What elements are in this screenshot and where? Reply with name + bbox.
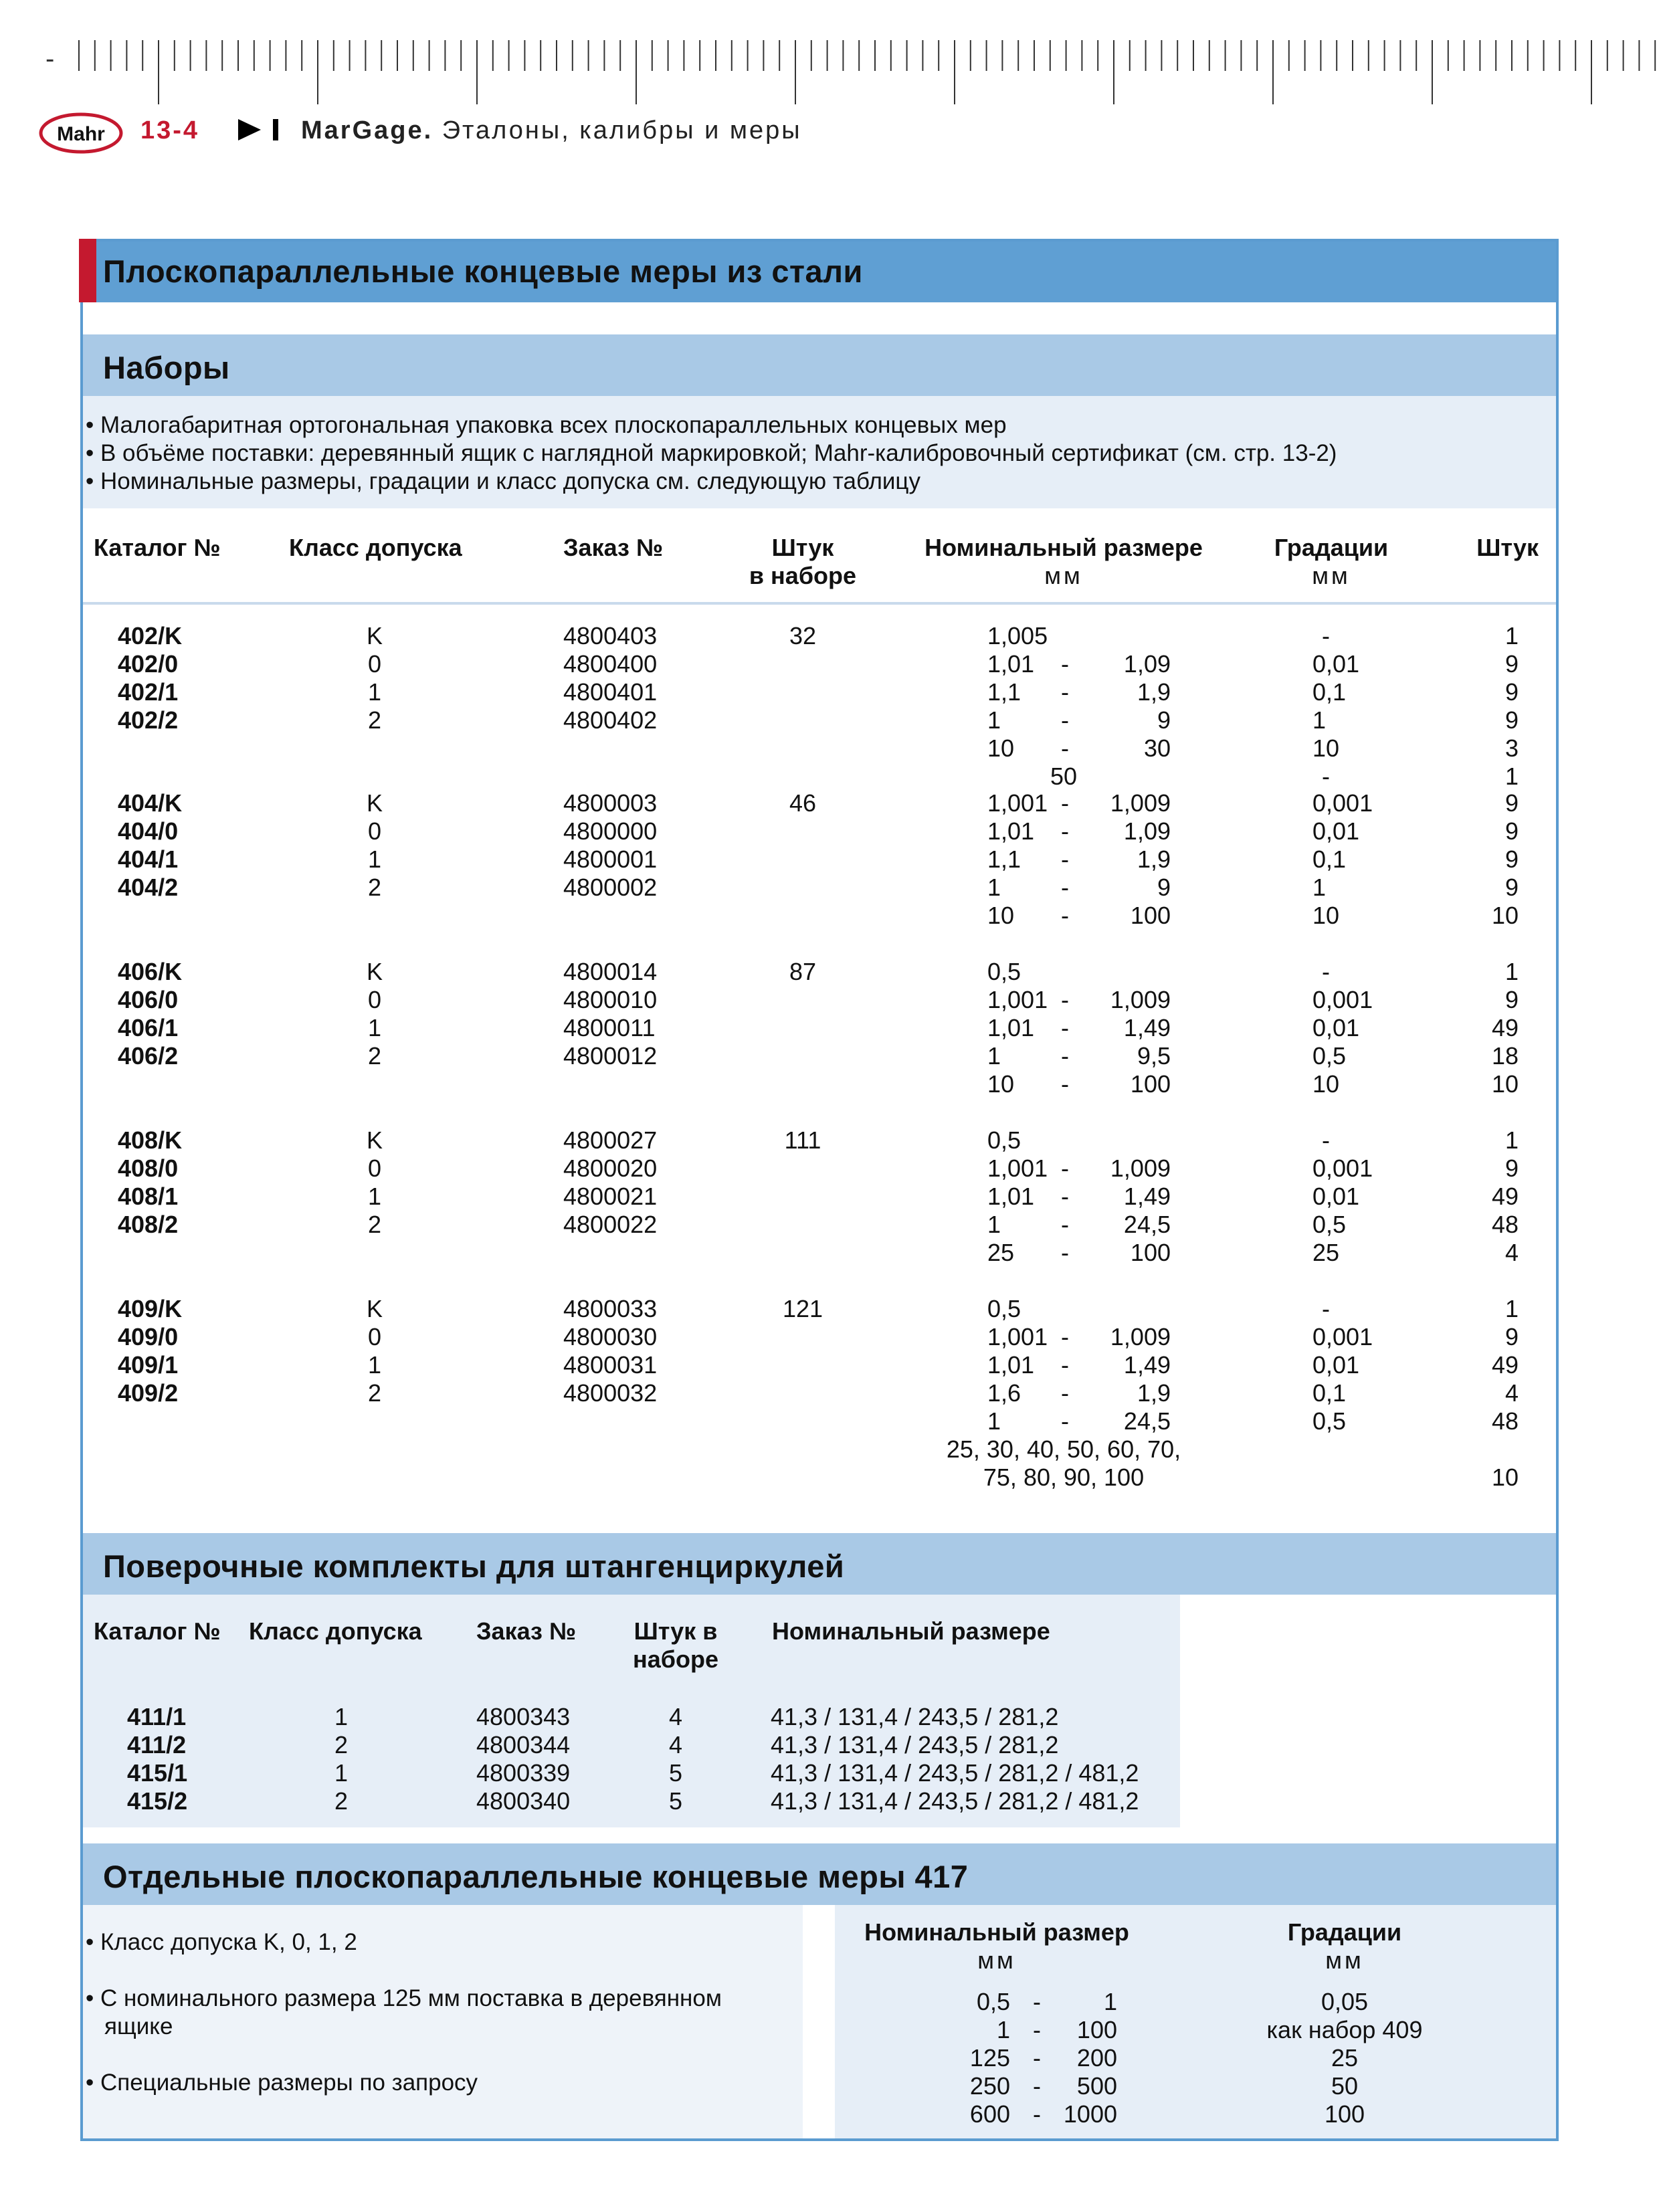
nominal-dash: - <box>1061 902 1069 929</box>
nominal-from: 1 <box>987 1211 1001 1238</box>
nominal-from: 125 <box>969 2044 1010 2072</box>
nominal-to: 1000 <box>1063 2100 1117 2128</box>
s2-col-catalog: Каталог № <box>94 1617 221 1645</box>
pieces: 9 <box>1504 678 1519 706</box>
pieces: 48 <box>1491 1407 1519 1435</box>
nominal-from: 600 <box>969 2100 1010 2128</box>
s2-col-class: Класс допуска <box>249 1617 422 1645</box>
nominal-to: 1,9 <box>1137 678 1171 706</box>
nominal-dash: - <box>1061 1407 1069 1435</box>
nominal-to: 1,009 <box>1110 1154 1171 1182</box>
tolerance-class: 2 <box>367 1211 382 1238</box>
gradation: 0,5 <box>1312 1211 1347 1238</box>
tolerance-class: 2 <box>367 706 382 734</box>
nominal-from: 25 <box>987 1239 1015 1266</box>
pieces: 9 <box>1504 874 1519 901</box>
nominal-from: 1,01 <box>987 1183 1035 1210</box>
nominal-to: 100 <box>1130 1239 1171 1266</box>
header-dash: - <box>45 44 55 74</box>
s2-col-qty: Штук в <box>633 1617 718 1645</box>
play-arrow-icon <box>238 119 261 140</box>
qty-in-set: 32 <box>789 622 817 649</box>
nominal-to: 9 <box>1157 706 1171 734</box>
qty-in-set: 4 <box>668 1731 683 1758</box>
pieces: 9 <box>1504 789 1519 817</box>
nominal-from: 0,5 <box>987 1295 1021 1322</box>
qty-in-set: 4 <box>668 1703 683 1730</box>
pieces: 4 <box>1504 1379 1519 1407</box>
gradation: 50 <box>1331 2072 1359 2100</box>
nominal-from: 1,01 <box>987 1014 1035 1041</box>
tolerance-class: K <box>366 1126 383 1154</box>
nominal-to: 9,5 <box>1137 1042 1171 1070</box>
order-number: 4800339 <box>476 1759 571 1787</box>
catalog-number: 404/K <box>118 789 183 817</box>
col-grad-unit: мм <box>1312 562 1351 589</box>
qty-in-set: 121 <box>782 1295 823 1322</box>
nominal-dash: - <box>1061 706 1069 734</box>
pieces: 9 <box>1504 1154 1519 1182</box>
catalog-number: 408/2 <box>118 1211 179 1238</box>
catalog-number: 406/1 <box>118 1014 179 1041</box>
bullet-2: • В объёме поставки: деревянный ящик с наглядной маркировкой; Mahr-калибровочный сертификат (см. стр. 13-2) <box>86 440 1337 466</box>
s3-col-nominal-unit: мм <box>977 1946 1016 1974</box>
col-catalog: Каталог № <box>94 534 221 561</box>
nominal-dash: - <box>1061 1183 1069 1210</box>
nominal-from: 1,1 <box>987 845 1021 873</box>
catalog-number: 406/K <box>118 958 183 985</box>
page-ruler <box>0 27 1659 107</box>
pieces: 9 <box>1504 650 1519 678</box>
gradation: 0,001 <box>1312 986 1373 1013</box>
gradation: 0,001 <box>1312 1154 1373 1182</box>
tolerance-class: 2 <box>367 1379 382 1407</box>
gradation: - <box>1322 622 1330 649</box>
gradation: - <box>1322 1126 1330 1154</box>
col-nominal: Номинальный размере <box>924 534 1203 561</box>
brand-name: MarGage. <box>301 116 433 144</box>
col-order: Заказ № <box>563 534 664 561</box>
s2-col-order: Заказ № <box>476 1617 577 1645</box>
nominal-to: 200 <box>1076 2044 1117 2072</box>
catalog-number: 415/2 <box>127 1787 188 1815</box>
sets-title-bar <box>83 334 1556 396</box>
gradation: - <box>1322 1295 1330 1322</box>
pieces: 49 <box>1491 1351 1519 1379</box>
tolerance-class: 1 <box>367 1014 382 1041</box>
nominal-from: 1,001 <box>987 986 1048 1013</box>
nominal-to: 9 <box>1157 874 1171 901</box>
nominal-dash: - <box>1061 1154 1069 1182</box>
nominal-from: 1 <box>987 706 1001 734</box>
nominal-from: 1 <box>987 1407 1001 1435</box>
nominal-dash: - <box>1061 874 1069 901</box>
order-number: 4800022 <box>563 1211 658 1238</box>
pieces: 10 <box>1491 1464 1519 1491</box>
nominal-to: 1,09 <box>1123 650 1171 678</box>
section1-title: Плоскопараллельные концевые меры из стали <box>103 254 863 289</box>
s3-col-nominal: Номинальный размер <box>864 1918 1129 1946</box>
s2-col-nominal: Номинальный размере <box>772 1617 1050 1645</box>
pieces: 1 <box>1504 958 1519 985</box>
catalog-number: 409/0 <box>118 1323 179 1350</box>
nominal-dash: - <box>1061 1070 1069 1098</box>
gradation: 1 <box>1312 874 1327 901</box>
gradation: 0,05 <box>1321 1988 1369 2015</box>
qty-in-set: 111 <box>784 1126 821 1154</box>
nominal-from: 1 <box>987 874 1001 901</box>
gradation: 25 <box>1331 2044 1359 2072</box>
catalog-number: 406/2 <box>118 1042 179 1070</box>
tolerance-class: 0 <box>367 1323 382 1350</box>
gradation: 0,5 <box>1312 1042 1347 1070</box>
nominal-dash: - <box>1061 1379 1069 1407</box>
s3-col-grad: Градации <box>1287 1918 1402 1946</box>
pieces: 3 <box>1504 734 1519 762</box>
page-number: 13-4 <box>140 116 200 144</box>
catalog-number: 402/0 <box>118 650 179 678</box>
nominal-dash: - <box>1033 2044 1041 2072</box>
order-number: 4800403 <box>563 622 658 649</box>
gradation: - <box>1322 763 1330 790</box>
nominal-size: 41,3 / 131,4 / 243,5 / 281,2 <box>771 1731 1059 1758</box>
nominal-to: 24,5 <box>1123 1211 1171 1238</box>
nominal-from: 0,5 <box>987 1126 1021 1154</box>
order-number: 4800011 <box>563 1014 656 1041</box>
nominal-dash: - <box>1061 734 1069 762</box>
col-qty-2: в наборе <box>749 562 857 589</box>
s3-bullet-3: • Специальные размеры по запросу <box>86 2070 478 2096</box>
pieces: 1 <box>1504 1126 1519 1154</box>
order-number: 4800344 <box>476 1731 571 1758</box>
pieces: 49 <box>1491 1014 1519 1041</box>
catalog-number: 409/1 <box>118 1351 179 1379</box>
tolerance-class: 0 <box>367 817 382 845</box>
section2-title: Поверочные комплекты для штангенциркулей <box>103 1548 845 1584</box>
pieces: 4 <box>1504 1239 1519 1266</box>
accent-bar <box>79 239 96 302</box>
mahr-logo <box>39 112 123 154</box>
nominal-dash: - <box>1061 650 1069 678</box>
tolerance-class: 0 <box>367 1154 382 1182</box>
nominal-from: 1 <box>987 1042 1001 1070</box>
nominal-from: 1,01 <box>987 650 1035 678</box>
pieces: 10 <box>1491 1070 1519 1098</box>
s3-bullet-1: • Класс допуска K, 0, 1, 2 <box>86 1929 357 1955</box>
tolerance-class: 1 <box>367 678 382 706</box>
tolerance-class: 2 <box>367 1042 382 1070</box>
nominal-dash: - <box>1061 1351 1069 1379</box>
pieces: 49 <box>1491 1183 1519 1210</box>
nominal-to: 30 <box>1143 734 1171 762</box>
nominal-size: 41,3 / 131,4 / 243,5 / 281,2 <box>771 1703 1059 1730</box>
order-number: 4800030 <box>563 1323 658 1350</box>
header-subtitle: Эталоны, калибры и меры <box>442 116 802 144</box>
col-pcs: Штук <box>1476 534 1539 561</box>
nominal-to: 1,009 <box>1110 789 1171 817</box>
nominal-to: 100 <box>1130 902 1171 929</box>
tolerance-class: 0 <box>367 986 382 1013</box>
gradation: 0,01 <box>1312 1183 1360 1210</box>
catalog-number: 404/2 <box>118 874 179 901</box>
nominal-to: 1,9 <box>1137 845 1171 873</box>
nominal-from: 10 <box>987 734 1015 762</box>
gradation: 25 <box>1312 1239 1340 1266</box>
nominal-from: 1,001 <box>987 1154 1048 1182</box>
nominal-dash: - <box>1061 845 1069 873</box>
catalog-number: 411/1 <box>127 1703 187 1730</box>
order-number: 4800027 <box>563 1126 658 1154</box>
nominal-from: 10 <box>987 902 1015 929</box>
nominal-to: 100 <box>1076 2016 1117 2043</box>
catalog-number: 408/K <box>118 1126 183 1154</box>
nominal-dash: - <box>1033 2100 1041 2128</box>
qty-in-set: 5 <box>668 1787 683 1815</box>
nominal-dash: - <box>1061 1239 1069 1266</box>
sets-title: Наборы <box>103 350 230 385</box>
catalog-number: 404/0 <box>118 817 179 845</box>
pieces: 1 <box>1504 622 1519 649</box>
catalog-number: 411/2 <box>127 1731 187 1758</box>
col-qty: Штук <box>771 534 834 561</box>
nominal-dash: - <box>1061 1042 1069 1070</box>
bullet-1: • Малогабаритная ортогональная упаковка всех плоскопараллельных концевых мер <box>86 412 1007 438</box>
section3-title: Отдельные плоскопараллельные концевые меры 417 <box>103 1859 969 1894</box>
nominal-to: 1,009 <box>1110 986 1171 1013</box>
gradation: 0,01 <box>1312 650 1360 678</box>
nominal-to: 1,009 <box>1110 1323 1171 1350</box>
bullet-3: • Номинальные размеры, градации и класс допуска см. следующую таблицу <box>86 468 920 494</box>
qty-in-set: 87 <box>789 958 817 985</box>
nominal-to: 500 <box>1076 2072 1117 2100</box>
catalog-number: 406/0 <box>118 986 179 1013</box>
tolerance-class: 1 <box>334 1759 349 1787</box>
nominal-from: 1,01 <box>987 1351 1035 1379</box>
pieces: 18 <box>1491 1042 1519 1070</box>
tolerance-class: 0 <box>367 650 382 678</box>
bar-icon <box>273 119 278 140</box>
nominal-dash: - <box>1033 1988 1041 2015</box>
catalog-number: 415/1 <box>127 1759 188 1787</box>
order-number: 4800001 <box>563 845 658 873</box>
order-number: 4800010 <box>563 986 658 1013</box>
gradation: 0,001 <box>1312 789 1373 817</box>
nominal-dash: - <box>1061 789 1069 817</box>
order-number: 4800033 <box>563 1295 658 1322</box>
order-number: 4800031 <box>563 1351 658 1379</box>
nominal-from: 0,5 <box>987 958 1021 985</box>
col-nominal-unit: мм <box>1044 562 1083 589</box>
nominal-size: 41,3 / 131,4 / 243,5 / 281,2 / 481,2 <box>771 1787 1139 1815</box>
nominal-from: 1,6 <box>987 1379 1021 1407</box>
nominal-dash: - <box>1061 1323 1069 1350</box>
nominal-from: 1,1 <box>987 678 1021 706</box>
order-number: 4800400 <box>563 650 658 678</box>
nominal-size: 75, 80, 90, 100 <box>983 1464 1145 1491</box>
nominal-from: 1,005 <box>987 622 1048 649</box>
nominal-to: 1,49 <box>1123 1014 1171 1041</box>
catalog-number: 408/0 <box>118 1154 179 1182</box>
gradation: 0,1 <box>1312 1379 1347 1407</box>
gradation: как набор 409 <box>1266 2016 1423 2043</box>
nominal-dash: - <box>1033 2072 1041 2100</box>
nominal-to: 1,09 <box>1123 817 1171 845</box>
header-divider <box>83 602 1556 605</box>
nominal-from: 1,01 <box>987 817 1035 845</box>
logo-text: Mahr <box>57 123 105 145</box>
nominal-size: 25, 30, 40, 50, 60, 70, <box>946 1435 1181 1463</box>
pieces: 9 <box>1504 706 1519 734</box>
nominal-to: 1,9 <box>1137 1379 1171 1407</box>
tolerance-class: 1 <box>367 1351 382 1379</box>
col-grad: Градации <box>1274 534 1389 561</box>
s3-bullet-2b: ящике <box>104 2013 173 2039</box>
gradation: 10 <box>1312 734 1340 762</box>
catalog-number: 402/K <box>118 622 183 649</box>
order-number: 4800012 <box>563 1042 658 1070</box>
pieces: 1 <box>1504 1295 1519 1322</box>
order-number: 4800032 <box>563 1379 658 1407</box>
gradation: 10 <box>1312 902 1340 929</box>
nominal-dash: - <box>1061 817 1069 845</box>
nominal-from: 1,001 <box>987 1323 1048 1350</box>
nominal-to: 1 <box>1103 1988 1117 2015</box>
nominal-from: 250 <box>969 2072 1010 2100</box>
pieces: 9 <box>1504 1323 1519 1350</box>
nominal-size: 50 <box>1050 763 1078 790</box>
catalog-number: 409/K <box>118 1295 183 1322</box>
nominal-dash: - <box>1033 2016 1041 2043</box>
pieces: 9 <box>1504 817 1519 845</box>
gradation: 0,01 <box>1312 1014 1360 1041</box>
gradation: 0,001 <box>1312 1323 1373 1350</box>
nominal-dash: - <box>1061 1211 1069 1238</box>
order-number: 4800343 <box>476 1703 571 1730</box>
tolerance-class: 2 <box>334 1731 349 1758</box>
catalog-number: 402/2 <box>118 706 179 734</box>
tolerance-class: 2 <box>367 874 382 901</box>
tolerance-class: K <box>366 622 383 649</box>
gradation: 0,1 <box>1312 678 1347 706</box>
gradation: 10 <box>1312 1070 1340 1098</box>
order-number: 4800014 <box>563 958 658 985</box>
pieces: 9 <box>1504 845 1519 873</box>
nominal-dash: - <box>1061 1014 1069 1041</box>
qty-in-set: 5 <box>668 1759 683 1787</box>
order-number: 4800340 <box>476 1787 571 1815</box>
nominal-to: 1,49 <box>1123 1351 1171 1379</box>
nominal-from: 1,001 <box>987 789 1048 817</box>
order-number: 4800002 <box>563 874 658 901</box>
tolerance-class: 1 <box>367 845 382 873</box>
nominal-dash: - <box>1061 678 1069 706</box>
col-class: Класс допуска <box>289 534 462 561</box>
order-number: 4800000 <box>563 817 658 845</box>
s2-col-qty-2: наборе <box>632 1645 718 1673</box>
nominal-from: 0,5 <box>976 1988 1010 2015</box>
gradation: 0,01 <box>1312 817 1360 845</box>
nominal-from: 1 <box>996 2016 1010 2043</box>
gradation: 0,01 <box>1312 1351 1360 1379</box>
order-number: 4800020 <box>563 1154 658 1182</box>
gradation: 100 <box>1324 2100 1365 2128</box>
pieces: 10 <box>1491 902 1519 929</box>
nominal-to: 100 <box>1130 1070 1171 1098</box>
pieces: 48 <box>1491 1211 1519 1238</box>
nominal-size: 41,3 / 131,4 / 243,5 / 281,2 / 481,2 <box>771 1759 1139 1787</box>
pieces: 9 <box>1504 986 1519 1013</box>
order-number: 4800402 <box>563 706 658 734</box>
nominal-dash: - <box>1061 986 1069 1013</box>
tolerance-class: K <box>366 789 383 817</box>
pieces: 1 <box>1504 763 1519 790</box>
tolerance-class: 2 <box>334 1787 349 1815</box>
catalog-number: 408/1 <box>118 1183 179 1210</box>
header-title <box>301 116 802 145</box>
order-number: 4800003 <box>563 789 658 817</box>
tolerance-class: K <box>366 1295 383 1322</box>
tolerance-class: 1 <box>334 1703 349 1730</box>
qty-in-set: 46 <box>789 789 817 817</box>
catalog-number: 409/2 <box>118 1379 179 1407</box>
tolerance-class: 1 <box>367 1183 382 1210</box>
catalog-number: 404/1 <box>118 845 179 873</box>
order-number: 4800401 <box>563 678 658 706</box>
order-number: 4800021 <box>563 1183 658 1210</box>
tolerance-class: K <box>366 958 383 985</box>
nominal-to: 24,5 <box>1123 1407 1171 1435</box>
gradation: 1 <box>1312 706 1327 734</box>
s3-col-grad-unit: мм <box>1325 1946 1364 1974</box>
gradation: 0,5 <box>1312 1407 1347 1435</box>
nominal-to: 1,49 <box>1123 1183 1171 1210</box>
s3-bullet-2: • С номинального размера 125 мм поставка в деревянном <box>86 1985 722 2011</box>
nominal-from: 10 <box>987 1070 1015 1098</box>
gradation: - <box>1322 958 1330 985</box>
gradation: 0,1 <box>1312 845 1347 873</box>
catalog-number: 402/1 <box>118 678 179 706</box>
